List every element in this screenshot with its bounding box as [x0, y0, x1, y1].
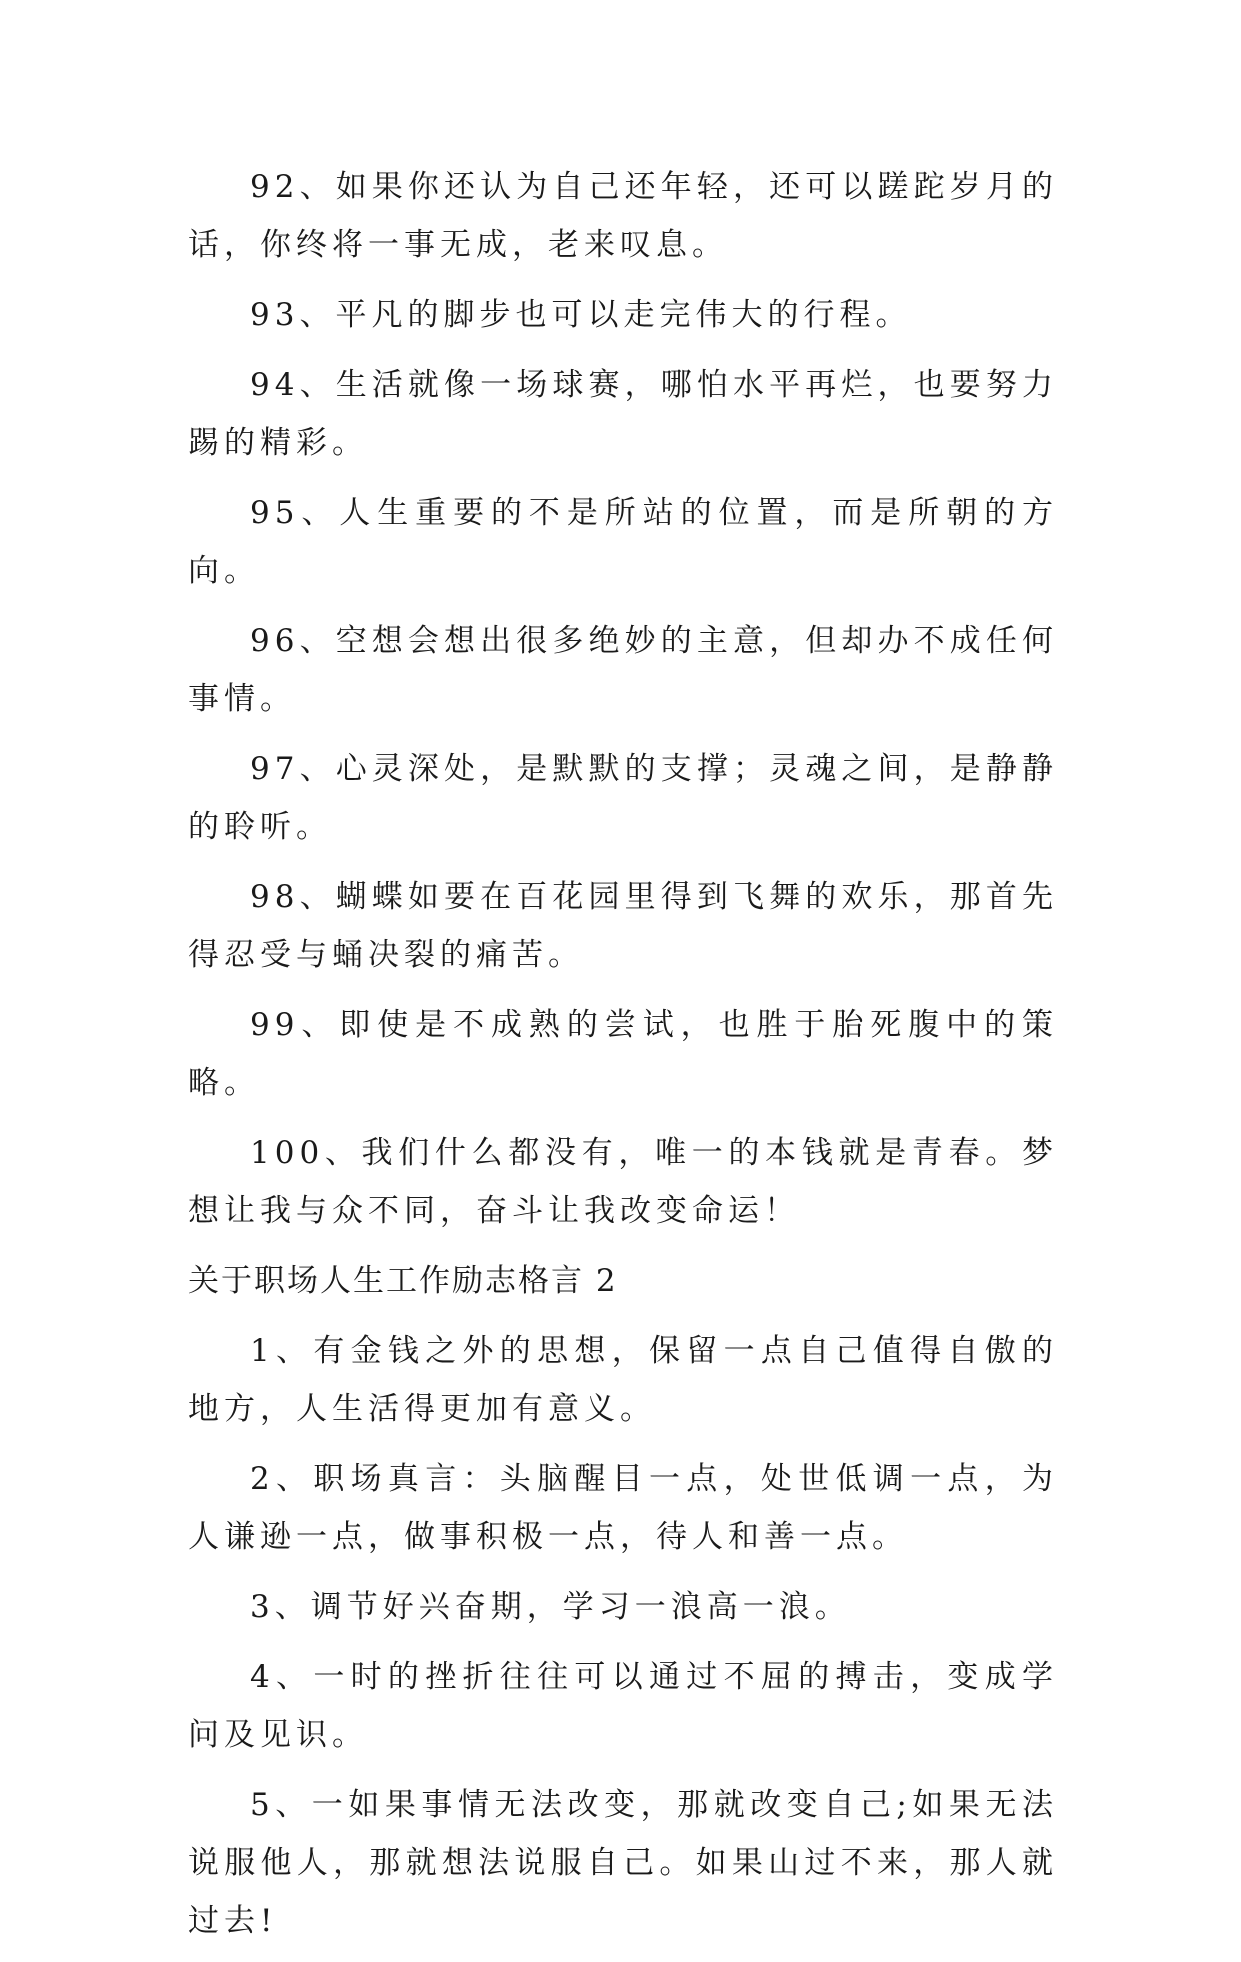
paragraph-4: 4、一时的挫折往往可以通过不屈的搏击，变成学问及见识。 [188, 1659, 1058, 1753]
paragraph-2: 2、职场真言：头脑醒目一点，处世低调一点，为人谦逊一点，做事积极一点，待人和善一点。 [188, 1461, 1058, 1555]
paragraph-93: 93、平凡的脚步也可以走完伟大的行程。 [250, 297, 912, 333]
paragraph-96: 96、空想会想出很多绝妙的主意，但却办不成任何事情。 [188, 623, 1058, 717]
paragraph-98: 98、蝴蝶如要在百花园里得到飞舞的欢乐，那首先得忍受与蛹决裂的痛苦。 [188, 879, 1058, 973]
section-heading: 关于职场人生工作励志格言 2 [188, 1263, 618, 1299]
paragraph-95: 95、人生重要的不是所站的位置，而是所朝的方向。 [188, 495, 1058, 589]
paragraph-92: 92、如果你还认为自己还年轻，还可以蹉跎岁月的话，你终将一事无成，老来叹息。 [188, 169, 1058, 263]
document-body [188, 158, 1058, 1962]
paragraph-97: 97、心灵深处，是默默的支撑；灵魂之间，是静静的聆听。 [188, 751, 1058, 845]
paragraph-100: 100、我们什么都没有，唯一的本钱就是青春。梦想让我与众不同，奋斗让我改变命运！ [188, 1135, 1058, 1229]
paragraph-5: 5、一如果事情无法改变，那就改变自己;如果无法说服他人，那就想法说服自己。如果山过不来，那人就过去! [188, 1787, 1058, 1939]
paragraph-94: 94、生活就像一场球赛，哪怕水平再烂，也要努力踢的精彩。 [188, 367, 1058, 461]
paragraph-3: 3、调节好兴奋期，学习一浪高一浪。 [250, 1589, 851, 1625]
paragraph-1: 1、有金钱之外的思想，保留一点自己值得自傲的地方，人生活得更加有意义。 [188, 1333, 1058, 1427]
paragraph-99: 99、即使是不成熟的尝试，也胜于胎死腹中的策略。 [188, 1007, 1058, 1101]
